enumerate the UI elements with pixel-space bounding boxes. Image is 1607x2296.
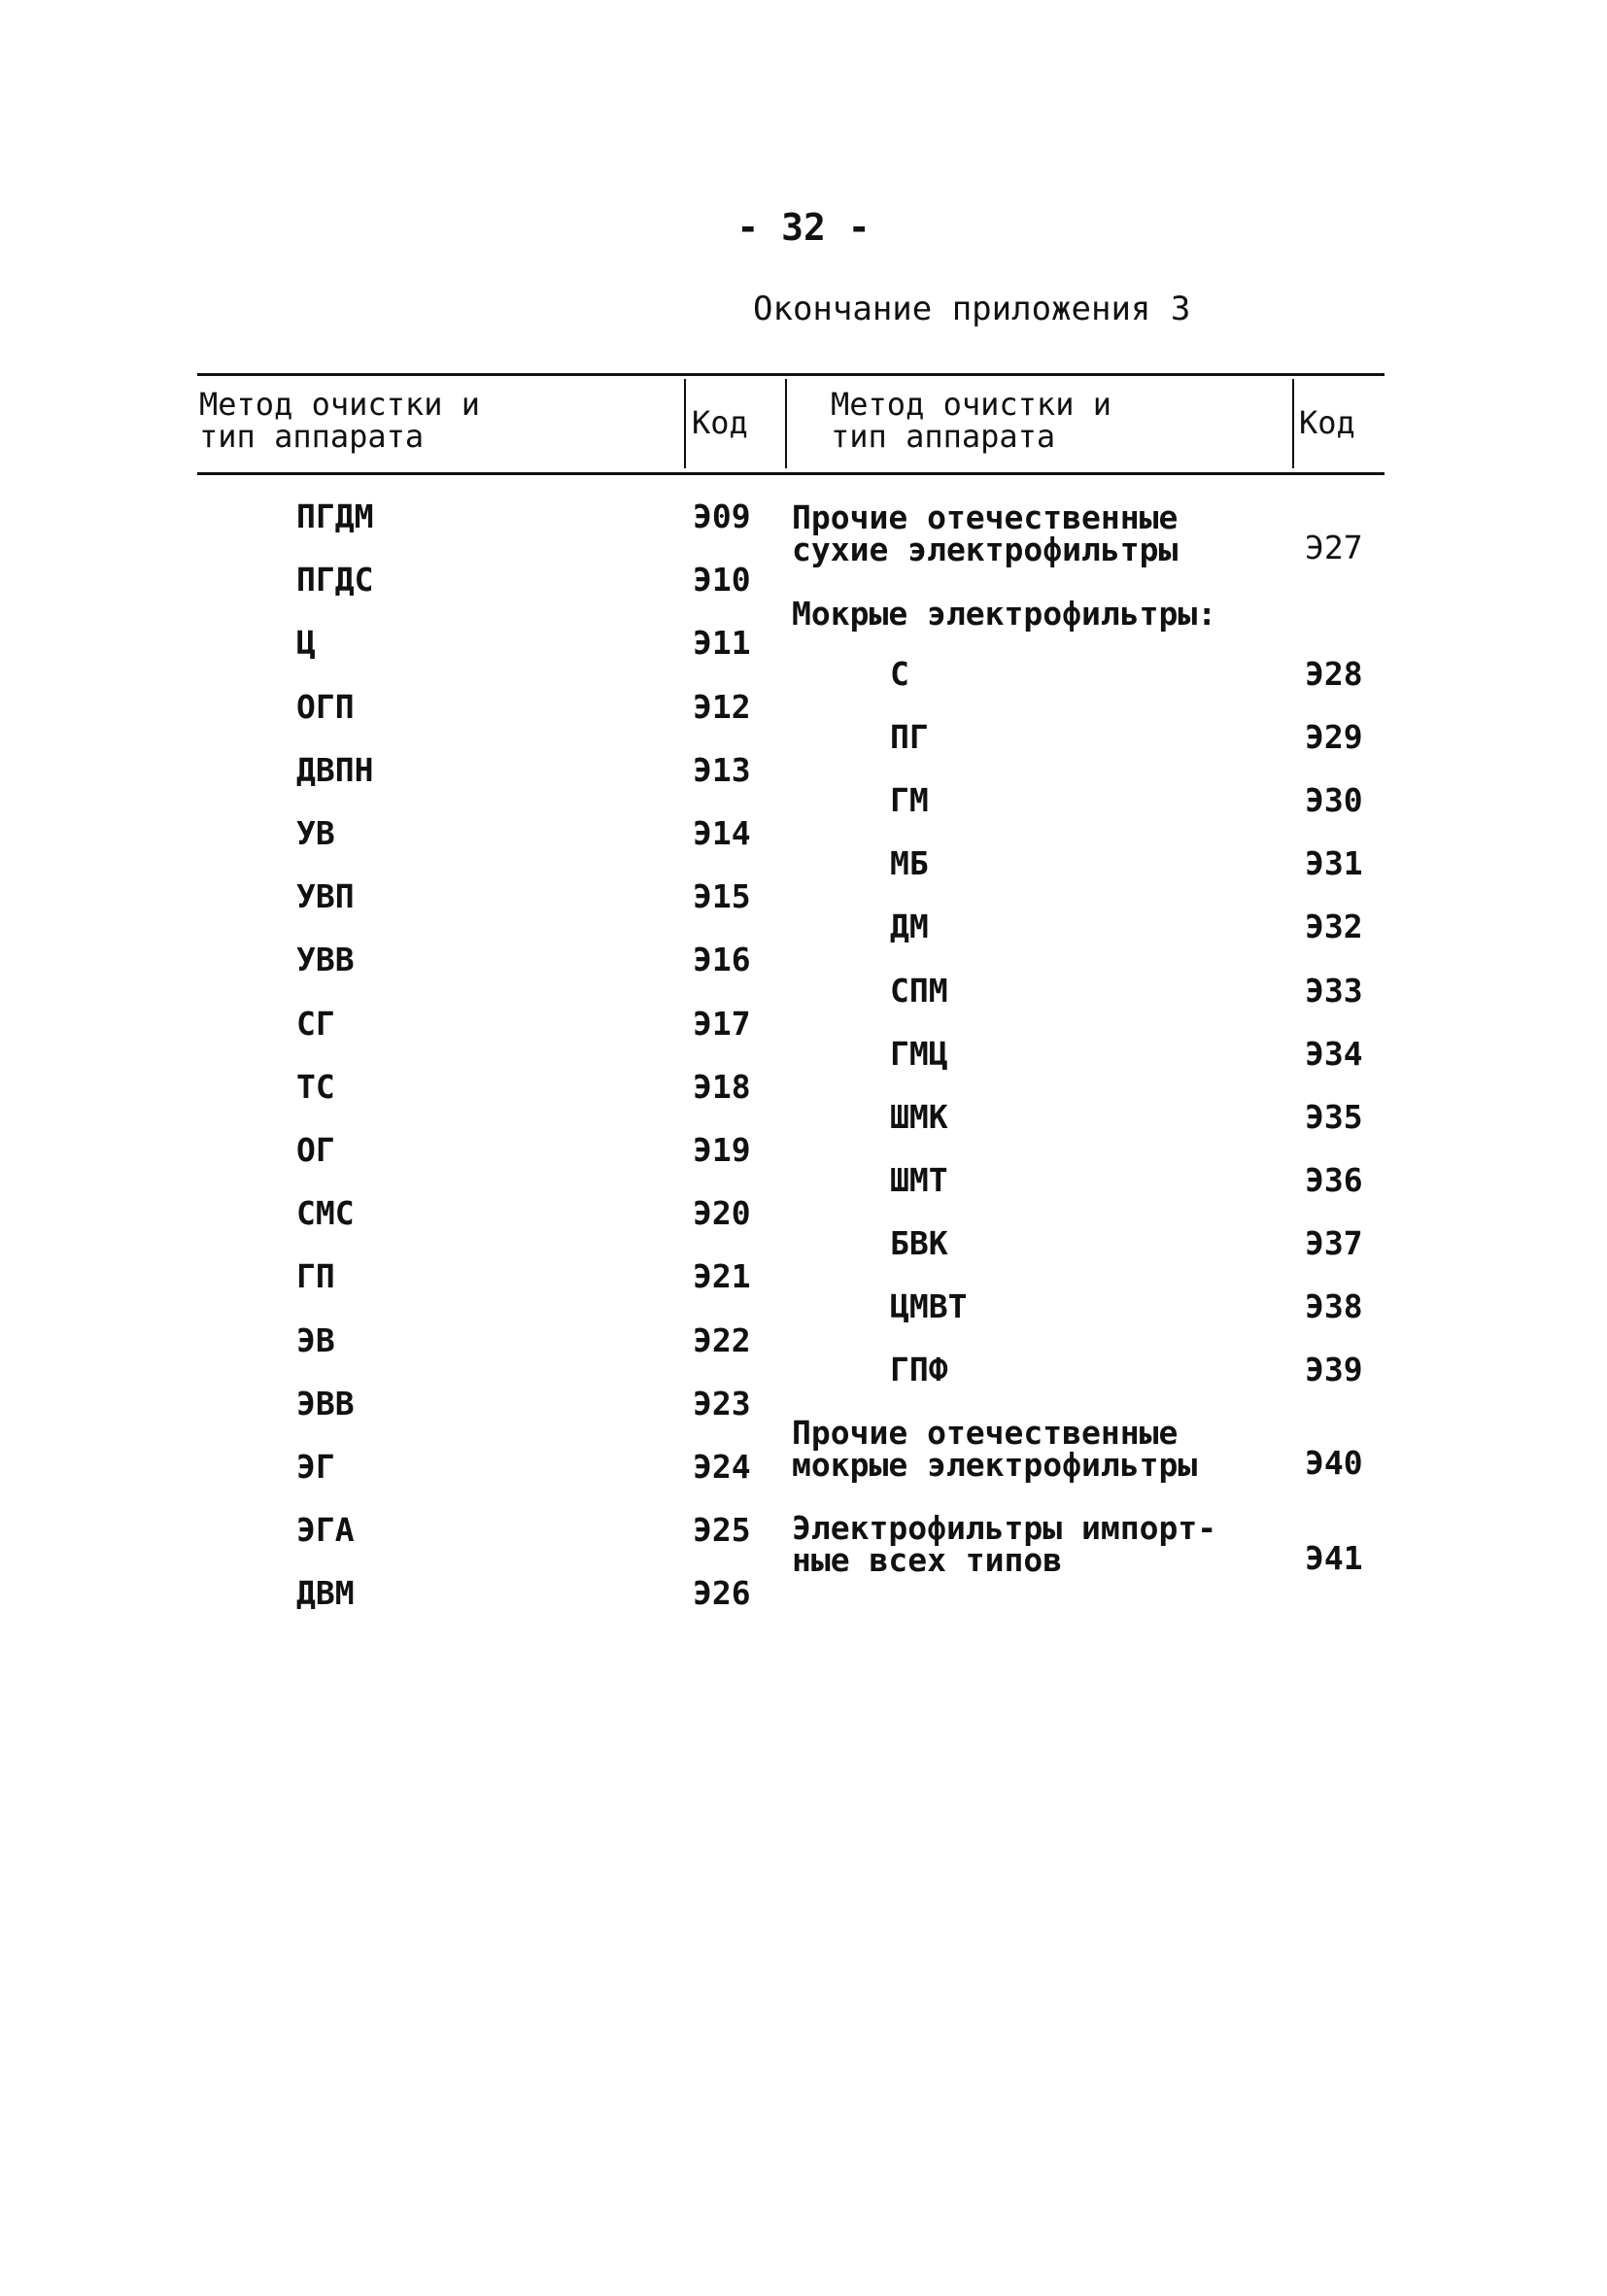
left-row-code: Э17 — [693, 1005, 751, 1043]
right-row-name: БВК — [890, 1224, 948, 1262]
left-row-code: Э15 — [693, 877, 751, 915]
header-method-right: Метод очистки и тип аппарата — [831, 386, 1111, 455]
right-row-name: ДМ — [890, 908, 929, 945]
left-row-name: ЭВВ — [296, 1385, 355, 1422]
left-row-name: ДВМ — [296, 1574, 355, 1612]
left-row-code: Э20 — [693, 1194, 751, 1232]
left-row-name: Ц — [296, 624, 316, 662]
right-row-name: СПМ — [890, 972, 948, 1010]
left-row-code: Э13 — [693, 751, 751, 789]
left-row-code: Э22 — [693, 1321, 751, 1359]
left-row-name: ТС — [296, 1068, 335, 1106]
right-row-code: Э28 — [1305, 655, 1363, 693]
right-row-name: ШМТ — [890, 1161, 948, 1199]
left-row-name: СГ — [296, 1005, 335, 1043]
left-row-name: ОГП — [296, 688, 355, 726]
right-top-code: Э27 — [1305, 529, 1363, 566]
right-top-text: Прочие отечественные сухие электрофильтры — [792, 498, 1179, 568]
left-row-name: СМС — [296, 1194, 355, 1232]
left-row-name: ЭГ — [296, 1448, 335, 1486]
left-row-code: Э18 — [693, 1068, 751, 1106]
page-number: - 32 - — [736, 206, 871, 249]
right-row-name: ГПФ — [890, 1351, 948, 1388]
left-row-name: ОГ — [296, 1131, 335, 1169]
left-row-code: Э11 — [693, 624, 751, 662]
right-row-code: Э35 — [1305, 1098, 1363, 1136]
right-bottom-text-1: Прочие отечественные мокрые электрофильтры — [792, 1414, 1198, 1484]
left-row-code: Э14 — [693, 814, 751, 852]
right-bottom-code-1: Э40 — [1305, 1444, 1363, 1482]
right-row-name: ГМ — [890, 781, 929, 819]
left-row-code: Э24 — [693, 1448, 751, 1486]
right-row-code: Э33 — [1305, 972, 1363, 1010]
right-row-code: Э29 — [1305, 718, 1363, 756]
left-row-code: Э16 — [693, 941, 751, 978]
left-row-code: Э10 — [693, 561, 751, 599]
right-row-name: МБ — [890, 844, 929, 882]
right-row-name: ЦМВТ — [890, 1287, 968, 1325]
header-method-left: Метод очистки и тип аппарата — [199, 386, 480, 455]
left-row-name: ЭВ — [296, 1321, 335, 1359]
left-row-name: ДВПН — [296, 751, 374, 789]
left-row-code: Э21 — [693, 1257, 751, 1295]
wet-heading: Мокрые электрофильтры: — [792, 595, 1217, 633]
left-row-name: ПГДС — [296, 561, 374, 599]
left-row-code: Э12 — [693, 688, 751, 726]
right-bottom-text-2: Электрофильтры импорт- ные всех типов — [792, 1509, 1217, 1579]
header-code-left: Код — [692, 404, 748, 441]
right-row-name: С — [890, 655, 909, 693]
right-row-code: Э38 — [1305, 1287, 1363, 1325]
right-row-code: Э32 — [1305, 908, 1363, 945]
right-row-name: ПГ — [890, 718, 929, 756]
right-row-code: Э39 — [1305, 1351, 1363, 1388]
left-row-name: УВВ — [296, 941, 355, 978]
left-row-code: Э19 — [693, 1131, 751, 1169]
left-row-code: Э23 — [693, 1385, 751, 1422]
right-row-code: Э34 — [1305, 1035, 1363, 1073]
right-row-code: Э30 — [1305, 781, 1363, 819]
right-row-name: ШМК — [890, 1098, 948, 1136]
table-top-rule — [197, 373, 1385, 376]
column-separator — [785, 379, 787, 468]
left-row-name: УВП — [296, 877, 355, 915]
header-code-right: Код — [1299, 404, 1355, 441]
right-row-code: Э31 — [1305, 844, 1363, 882]
left-row-code: Э26 — [693, 1574, 751, 1612]
left-row-name: УВ — [296, 814, 335, 852]
left-row-code: Э09 — [693, 497, 751, 535]
right-bottom-code-2: Э41 — [1305, 1539, 1363, 1577]
column-separator — [684, 379, 686, 468]
table-header-rule — [197, 472, 1385, 475]
left-row-name: ПГДМ — [296, 497, 374, 535]
left-row-name: ЭГА — [296, 1511, 355, 1549]
column-separator — [1292, 379, 1294, 468]
right-row-name: ГМЦ — [890, 1035, 948, 1073]
right-row-code: Э36 — [1305, 1161, 1363, 1199]
left-row-name: ГП — [296, 1257, 335, 1295]
left-row-code: Э25 — [693, 1511, 751, 1549]
right-row-code: Э37 — [1305, 1224, 1363, 1262]
caption: Окончание приложения 3 — [753, 290, 1191, 328]
